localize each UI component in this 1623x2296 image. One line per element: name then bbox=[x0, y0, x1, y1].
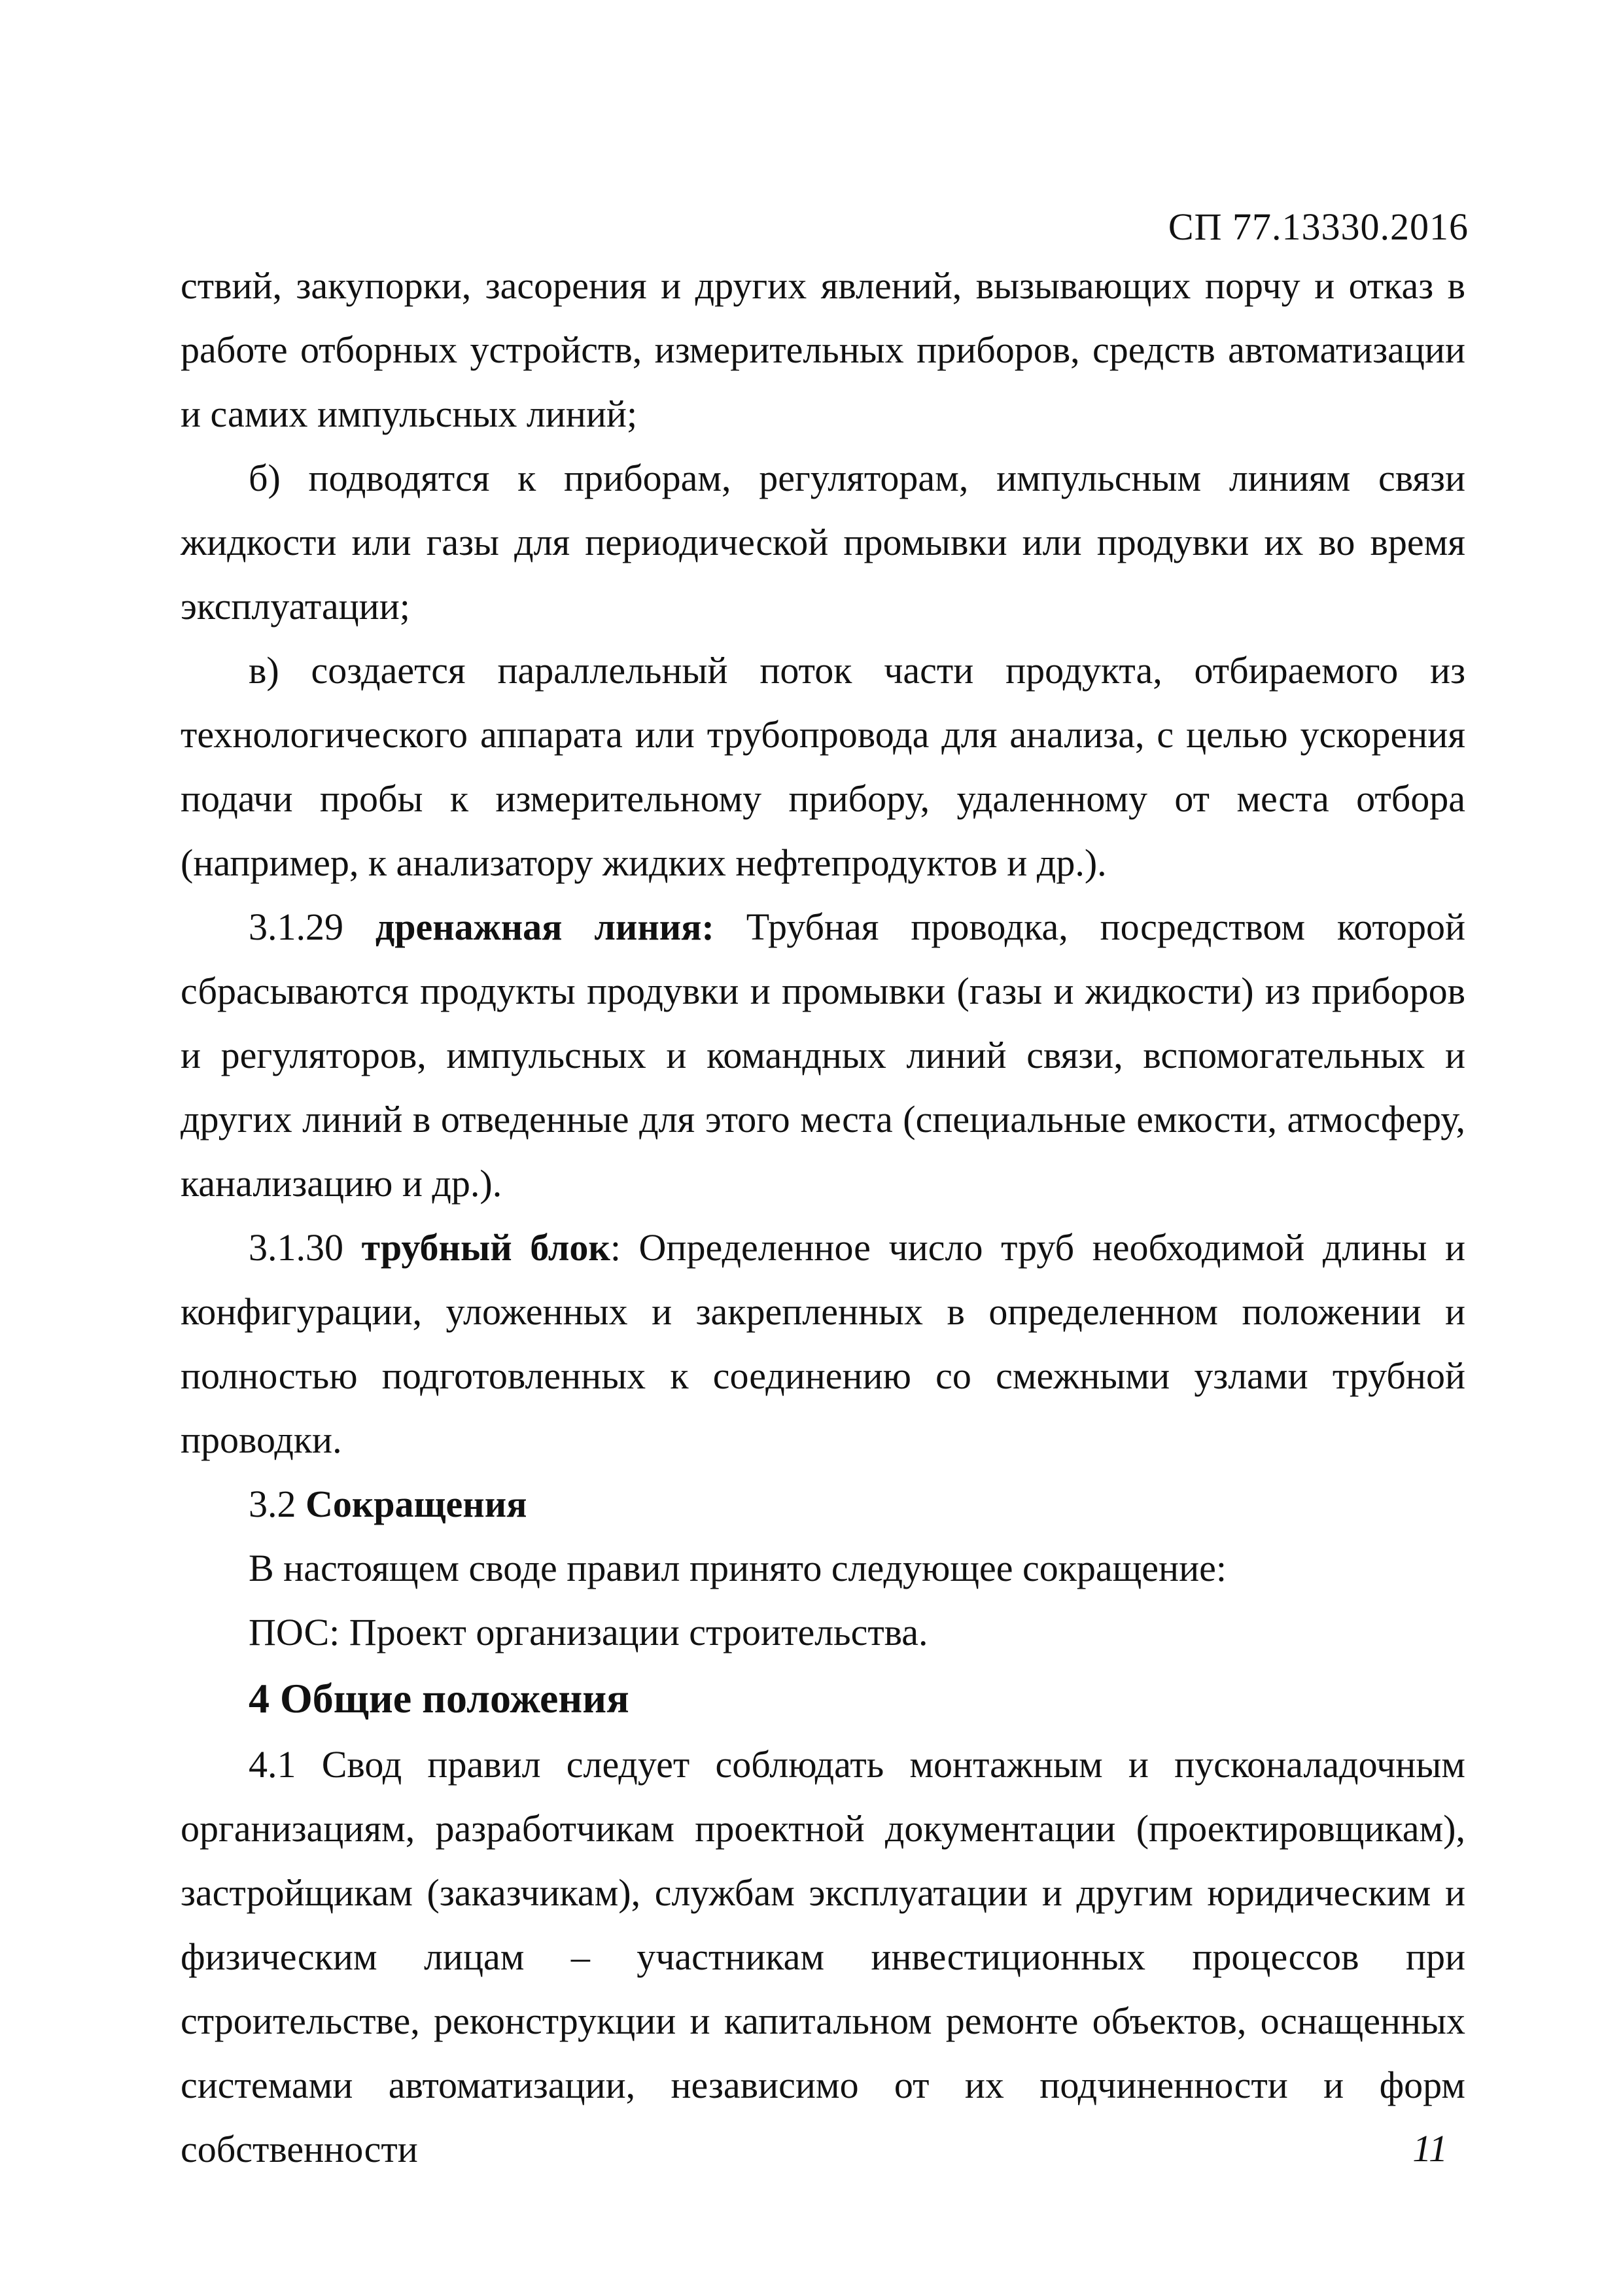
list-item-b: б) подводятся к приборам, регуляторам, импульсным линиям связи жидкости или газы для периодической промывки или продувки их во время эксплуатации; bbox=[181, 457, 1465, 627]
subsection-title: Сокращения bbox=[305, 1483, 527, 1525]
clause-4-1: 4.1 Свод правил следует соблюдать монтажным и пусконаладочным организациям, разработчикам проектной документации (проектировщикам), застройщикам (заказчикам), службам эксплуатации и другим юридическим и физическим лицам – участникам инвестиционных процессов при строительстве, реконструкции и капитальном ремонте объектов, оснащенных системами автоматизации, независимо от их подчиненности и форм собственности bbox=[181, 1743, 1465, 2170]
subsection-number: 3.2 bbox=[249, 1483, 296, 1525]
page-body bbox=[181, 254, 1465, 2181]
section-heading-4: 4 Общие положения bbox=[249, 1675, 629, 1722]
abbreviation-intro: В настоящем своде правил принято следующее сокращение: bbox=[249, 1547, 1227, 1589]
term-drainage-line: дренажная линия: bbox=[375, 906, 714, 948]
definition-3-1-29 bbox=[181, 895, 1465, 1216]
term-pipe-block: трубный блок bbox=[361, 1226, 610, 1269]
subsection-heading-3-2 bbox=[181, 1472, 1465, 1536]
definition-3-1-30 bbox=[181, 1216, 1465, 1472]
abbreviation-entry: ПОС: Проект организации строительства. bbox=[249, 1611, 928, 1653]
clause-number: 3.1.29 bbox=[249, 906, 343, 948]
continuation-paragraph: ствий, закупорки, засорения и других явлений, вызывающих порчу и отказ в работе отборных устройств, измерительных приборов, средств автоматизации и самих импульсных линий; bbox=[181, 264, 1465, 435]
definition-text: Трубная проводка, посредством которой сбрасываются продукты продувки и промывки (газы и жидкости) из приборов и регуляторов, импульсных и командных линий связи, вспомогательных и других линий в отведенные для этого места (специальные емкости, атмосферу, канализацию и др.). bbox=[181, 906, 1465, 1205]
list-item-v: в) создается параллельный поток части продукта, отбираемого из технологического аппарата или трубопровода для анализа, с целью ускорения подачи пробы к измерительному прибору, удаленному от места отбора (например, к анализатору жидких нефтепродуктов и др.). bbox=[181, 649, 1465, 884]
clause-number: 3.1.30 bbox=[249, 1226, 343, 1269]
document-code: СП 77.13330.2016 bbox=[1168, 205, 1469, 248]
definition-text: : Определенное число труб необходимой длины и конфигурации, уложенных и закрепленных в определенном положении и полностью подготовленных к соединению со смежными узлами трубной проводки. bbox=[181, 1226, 1466, 1461]
page-number: 11 bbox=[1412, 2127, 1448, 2170]
